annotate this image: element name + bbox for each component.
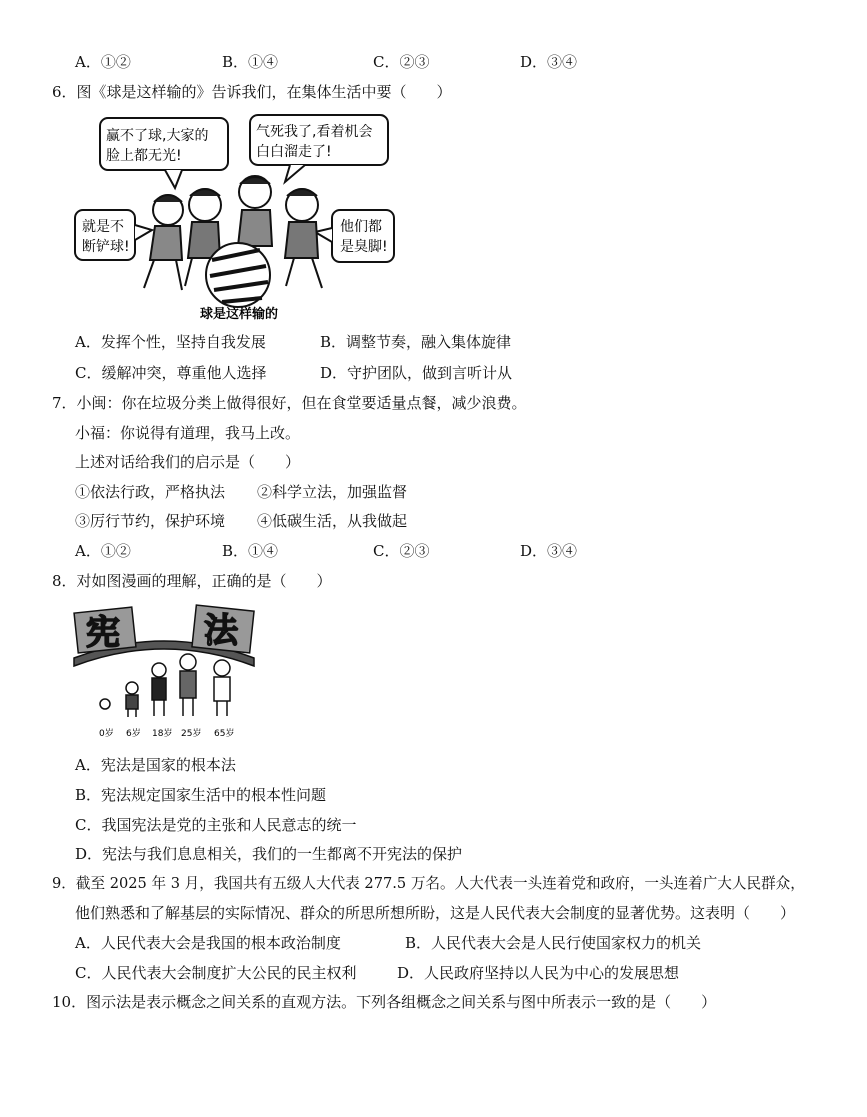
bubble4-line2: 是臭脚! (340, 239, 388, 255)
age-label-25: 25岁 (181, 729, 202, 739)
q10-stem: 10．图示法是表示概念之间关系的直观方法。下列各组概念之间关系与图中所表示一致的是（ ） (52, 993, 717, 1011)
q7-item-1: ①依法行政，严格执法 (75, 483, 226, 501)
bubble1-line1: 赢不了球,大家的 (106, 128, 209, 144)
q6-option-a: A．发挥个性，坚持自我发展 (75, 333, 266, 351)
q7-line-3: 上述对话给我们的启示是（ ） (75, 453, 301, 471)
title-char-right: 法 (204, 611, 238, 651)
q6-option-d: D．守护团队，做到言听计从 (320, 364, 513, 382)
q7-option-b: B．①④ (222, 542, 279, 560)
q8-stem: 8．对如图漫画的理解，正确的是（ ） (52, 572, 332, 590)
q7-option-c: C．②③ (373, 542, 430, 560)
cartoon-caption: 球是这样输的 (200, 307, 279, 322)
q7-item-3: ③厉行节约，保护环境 (75, 512, 226, 530)
q9-line-2: 他们熟悉和了解基层的实际情况、群众的所思所想所盼，这是人民代表大会制度的显著优势。这表明（ ） (75, 904, 796, 922)
q7-line-1: 7．小闽：你在垃圾分类上做得很好，但在食堂要适量点餐，减少浪费。 (52, 394, 527, 412)
bubble1-line2: 脸上都无光! (106, 148, 182, 164)
q9-option-d: D．人民政府坚持以人民为中心的发展思想 (397, 964, 680, 982)
constitution-cartoon (72, 600, 257, 740)
q5-option-c: C．②③ (373, 53, 430, 71)
age-label-65: 65岁 (214, 729, 235, 739)
bubble3-line1: 就是不 (82, 219, 124, 235)
bubble2-line2: 白白溜走了! (256, 144, 332, 160)
q9-option-b: B．人民代表大会是人民行使国家权力的机关 (405, 934, 702, 952)
q7-item-2: ②科学立法，加强监督 (257, 483, 408, 501)
q7-option-a: A．①② (75, 542, 131, 560)
q6-option-b: B．调整节奏，融入集体旋律 (320, 333, 512, 351)
age-label-6: 6岁 (126, 729, 141, 739)
football-cartoon (70, 110, 402, 325)
q6-option-c: C．缓解冲突，尊重他人选择 (75, 364, 267, 382)
bubble4-line1: 他们都 (340, 219, 382, 235)
q7-option-d: D．③④ (520, 542, 578, 560)
q8-option-a: A．宪法是国家的根本法 (75, 756, 236, 774)
q5-option-d: D．③④ (520, 53, 578, 71)
q9-option-a: A．人民代表大会是我国的根本政治制度 (75, 934, 341, 952)
people-illustration (100, 654, 230, 717)
q5-option-a: A．①② (75, 53, 131, 71)
q9-option-c: C．人民代表大会制度扩大公民的民主权利 (75, 964, 357, 982)
q5-option-b: B．①④ (222, 53, 279, 71)
q6-stem: 6．图《球是这样输的》告诉我们，在集体生活中要（ ） (52, 83, 452, 101)
players-illustration (144, 176, 322, 307)
q8-option-d: D．宪法与我们息息相关，我们的一生都离不开宪法的保护 (75, 845, 463, 863)
bubble3-line2: 断铲球! (82, 239, 130, 255)
title-char-left: 宪 (86, 613, 120, 653)
bubble2-line1: 气死我了,看着机会 (256, 124, 373, 140)
q7-line-2: 小福：你说得有道理，我马上改。 (75, 424, 301, 442)
q8-option-b: B．宪法规定国家生活中的根本性问题 (75, 786, 327, 804)
age-label-18: 18岁 (152, 729, 173, 739)
q7-item-4: ④低碳生活，从我做起 (257, 512, 408, 530)
age-label-0: 0岁 (99, 729, 114, 739)
q8-option-c: C．我国宪法是党的主张和人民意志的统一 (75, 816, 357, 834)
q9-line-1: 9．截至 2025 年 3 月，我国共有五级人大代表 277.5 万名。人大代表一头连着党和政府，一头连着广大人民群众， (52, 875, 805, 892)
